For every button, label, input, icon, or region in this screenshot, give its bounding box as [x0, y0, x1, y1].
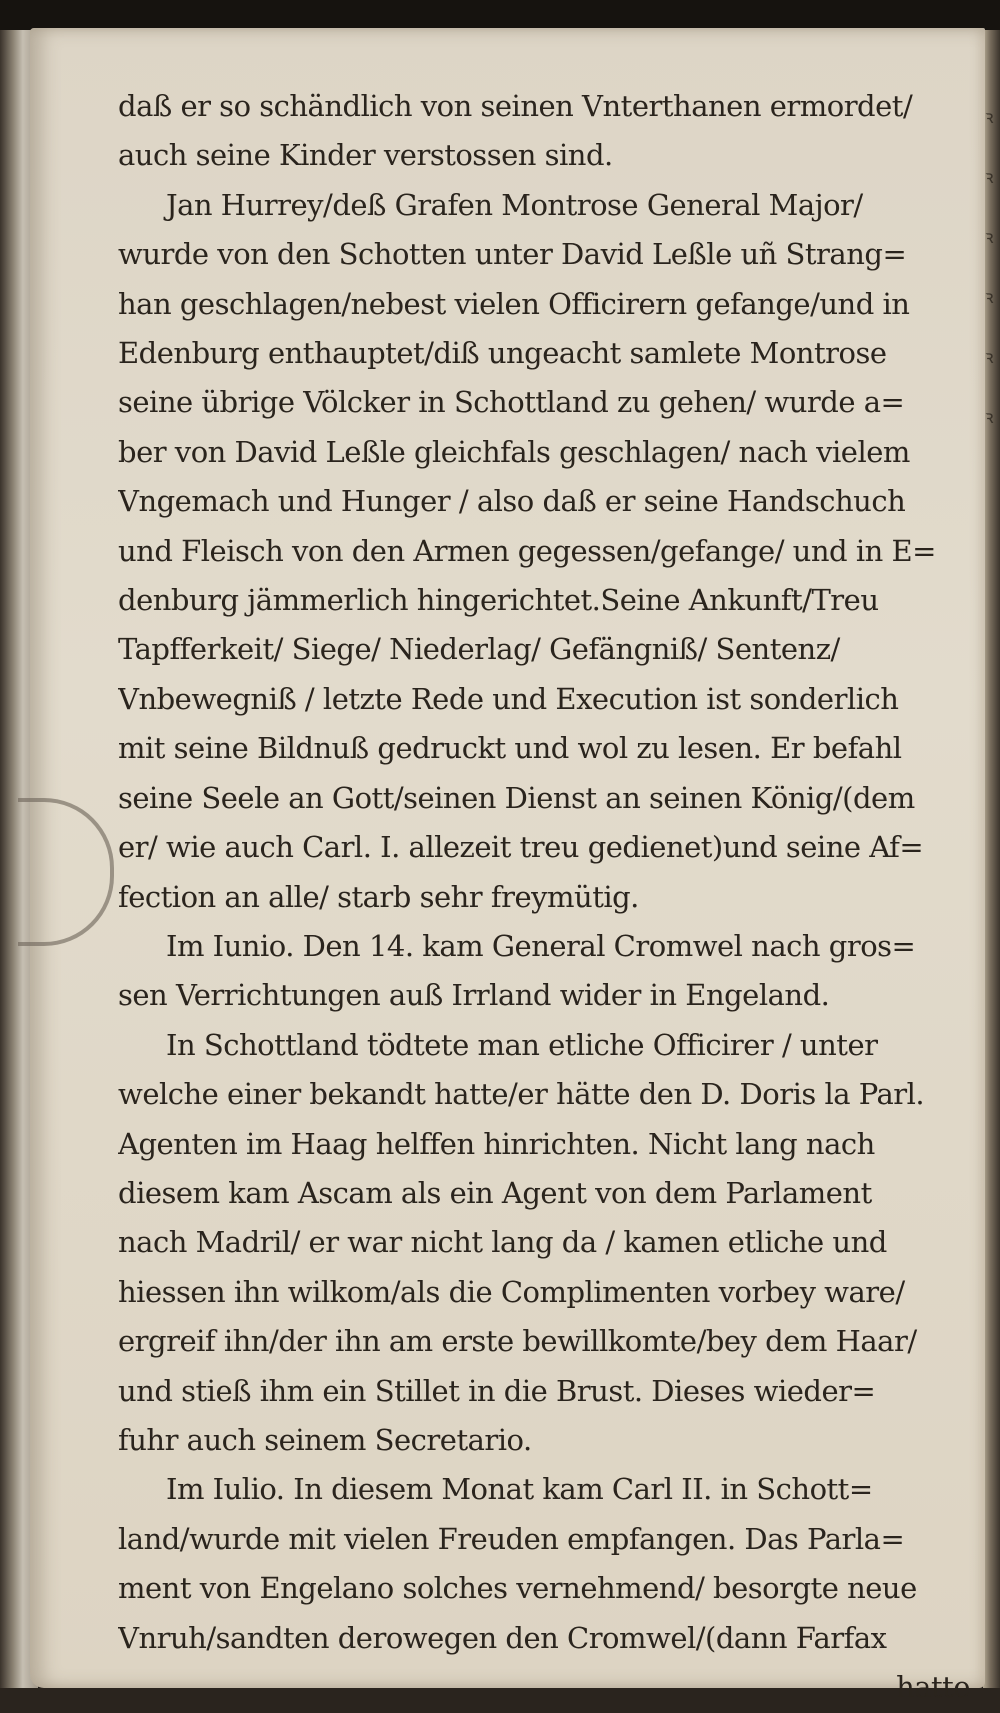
catchword: hatte — [896, 1670, 970, 1704]
clasp-ring — [18, 798, 114, 946]
text-line: auch seine Kinder verstossen sind. — [118, 138, 613, 173]
text-line: Vnruh/sandten derowegen den Cromwel/(dann Farfax — [118, 1620, 887, 1655]
text-line: welche einer bekandt hatte/er hätte den D. Doris la Parl. — [118, 1077, 925, 1112]
text-line: denburg jämmerlich hingerichtet.Seine Ankunft/Treu — [118, 583, 879, 618]
text-line: Vngemach und Hunger / also daß er seine Handschuch — [118, 484, 906, 519]
text-line: Vnbewegniß / letzte Rede und Execution ist sonderlich — [118, 681, 899, 716]
text-line: ergreif ihn/der ihn am erste bewillkomte/bey dem Haar/ — [118, 1324, 917, 1359]
text-line: er/ wie auch Carl. I. allezeit treu gedienet)und seine Af= — [118, 830, 924, 865]
text-line: seine übrige Völcker in Schottland zu gehen/ wurde a= — [118, 385, 905, 420]
text-line: Edenburg enthauptet/diß ungeacht samlete Montrose — [118, 336, 887, 371]
text-line: und Fleisch von den Armen gegessen/gefange/ und in E= — [118, 533, 936, 568]
book-top-edge — [0, 0, 1000, 30]
text-line: fuhr auch seinem Secretario. — [118, 1422, 532, 1457]
text-line: nach Madril/ er war nicht lang da / kamen etliche und — [118, 1225, 887, 1260]
text-line: fection an alle/ starb sehr freymütig. — [118, 879, 639, 914]
text-line: hiessen ihn wilkom/als die Complimenten vorbey ware/ — [118, 1274, 905, 1309]
text-line: wurde von den Schotten unter David Leßle uñ Strang= — [118, 237, 907, 272]
text-line: sen Verrichtungen auß Irrland wider in Engeland. — [118, 978, 830, 1013]
text-line: seine Seele an Gott/seinen Dienst an seinen König/(dem — [118, 780, 915, 815]
text-line: han geschlagen/nebest vielen Officirern gefange/und in — [118, 286, 910, 321]
right-margin-marks: ꝛ ꝛ ꝛ ꝛ ꝛ ꝛ — [985, 107, 994, 428]
text-line: In Schottland tödtete man etliche Officirer / unter — [166, 1027, 878, 1062]
text-line: Tapfferkeit/ Siege/ Niederlag/ Gefängniß/ Sentenz/ — [118, 632, 840, 667]
text-line: ber von David Leßle gleichfals geschlagen/ nach vielem — [118, 434, 910, 469]
text-line: daß er so schändlich von seinen Vnterthanen ermordet/ — [118, 89, 913, 123]
text-line: diesem kam Ascam als ein Agent von dem Parlament — [118, 1175, 872, 1210]
text-line: Im Iulio. In diesem Monat kam Carl II. in Schott= — [166, 1472, 873, 1507]
text-line: Jan Hurrey/deß Grafen Montrose General Major/ — [166, 187, 863, 222]
text-line: Agenten im Haag helffen hinrichten. Nicht lang nach — [118, 1126, 875, 1161]
page-body-text — [118, 82, 990, 1712]
text-line: Im Iunio. Den 14. kam General Cromwel nach gros= — [166, 928, 916, 963]
text-line: mit seine Bildnuß gedruckt und wol zu lesen. Er befahl — [118, 731, 902, 766]
text-line: und stieß ihm ein Stillet in die Brust. Dieses wieder= — [118, 1373, 876, 1408]
text-line: land/wurde mit vielen Freuden empfangen. Das Parla= — [118, 1521, 905, 1556]
text-line: ment von Engelano solches vernehmend/ besorgte neue — [118, 1571, 917, 1606]
